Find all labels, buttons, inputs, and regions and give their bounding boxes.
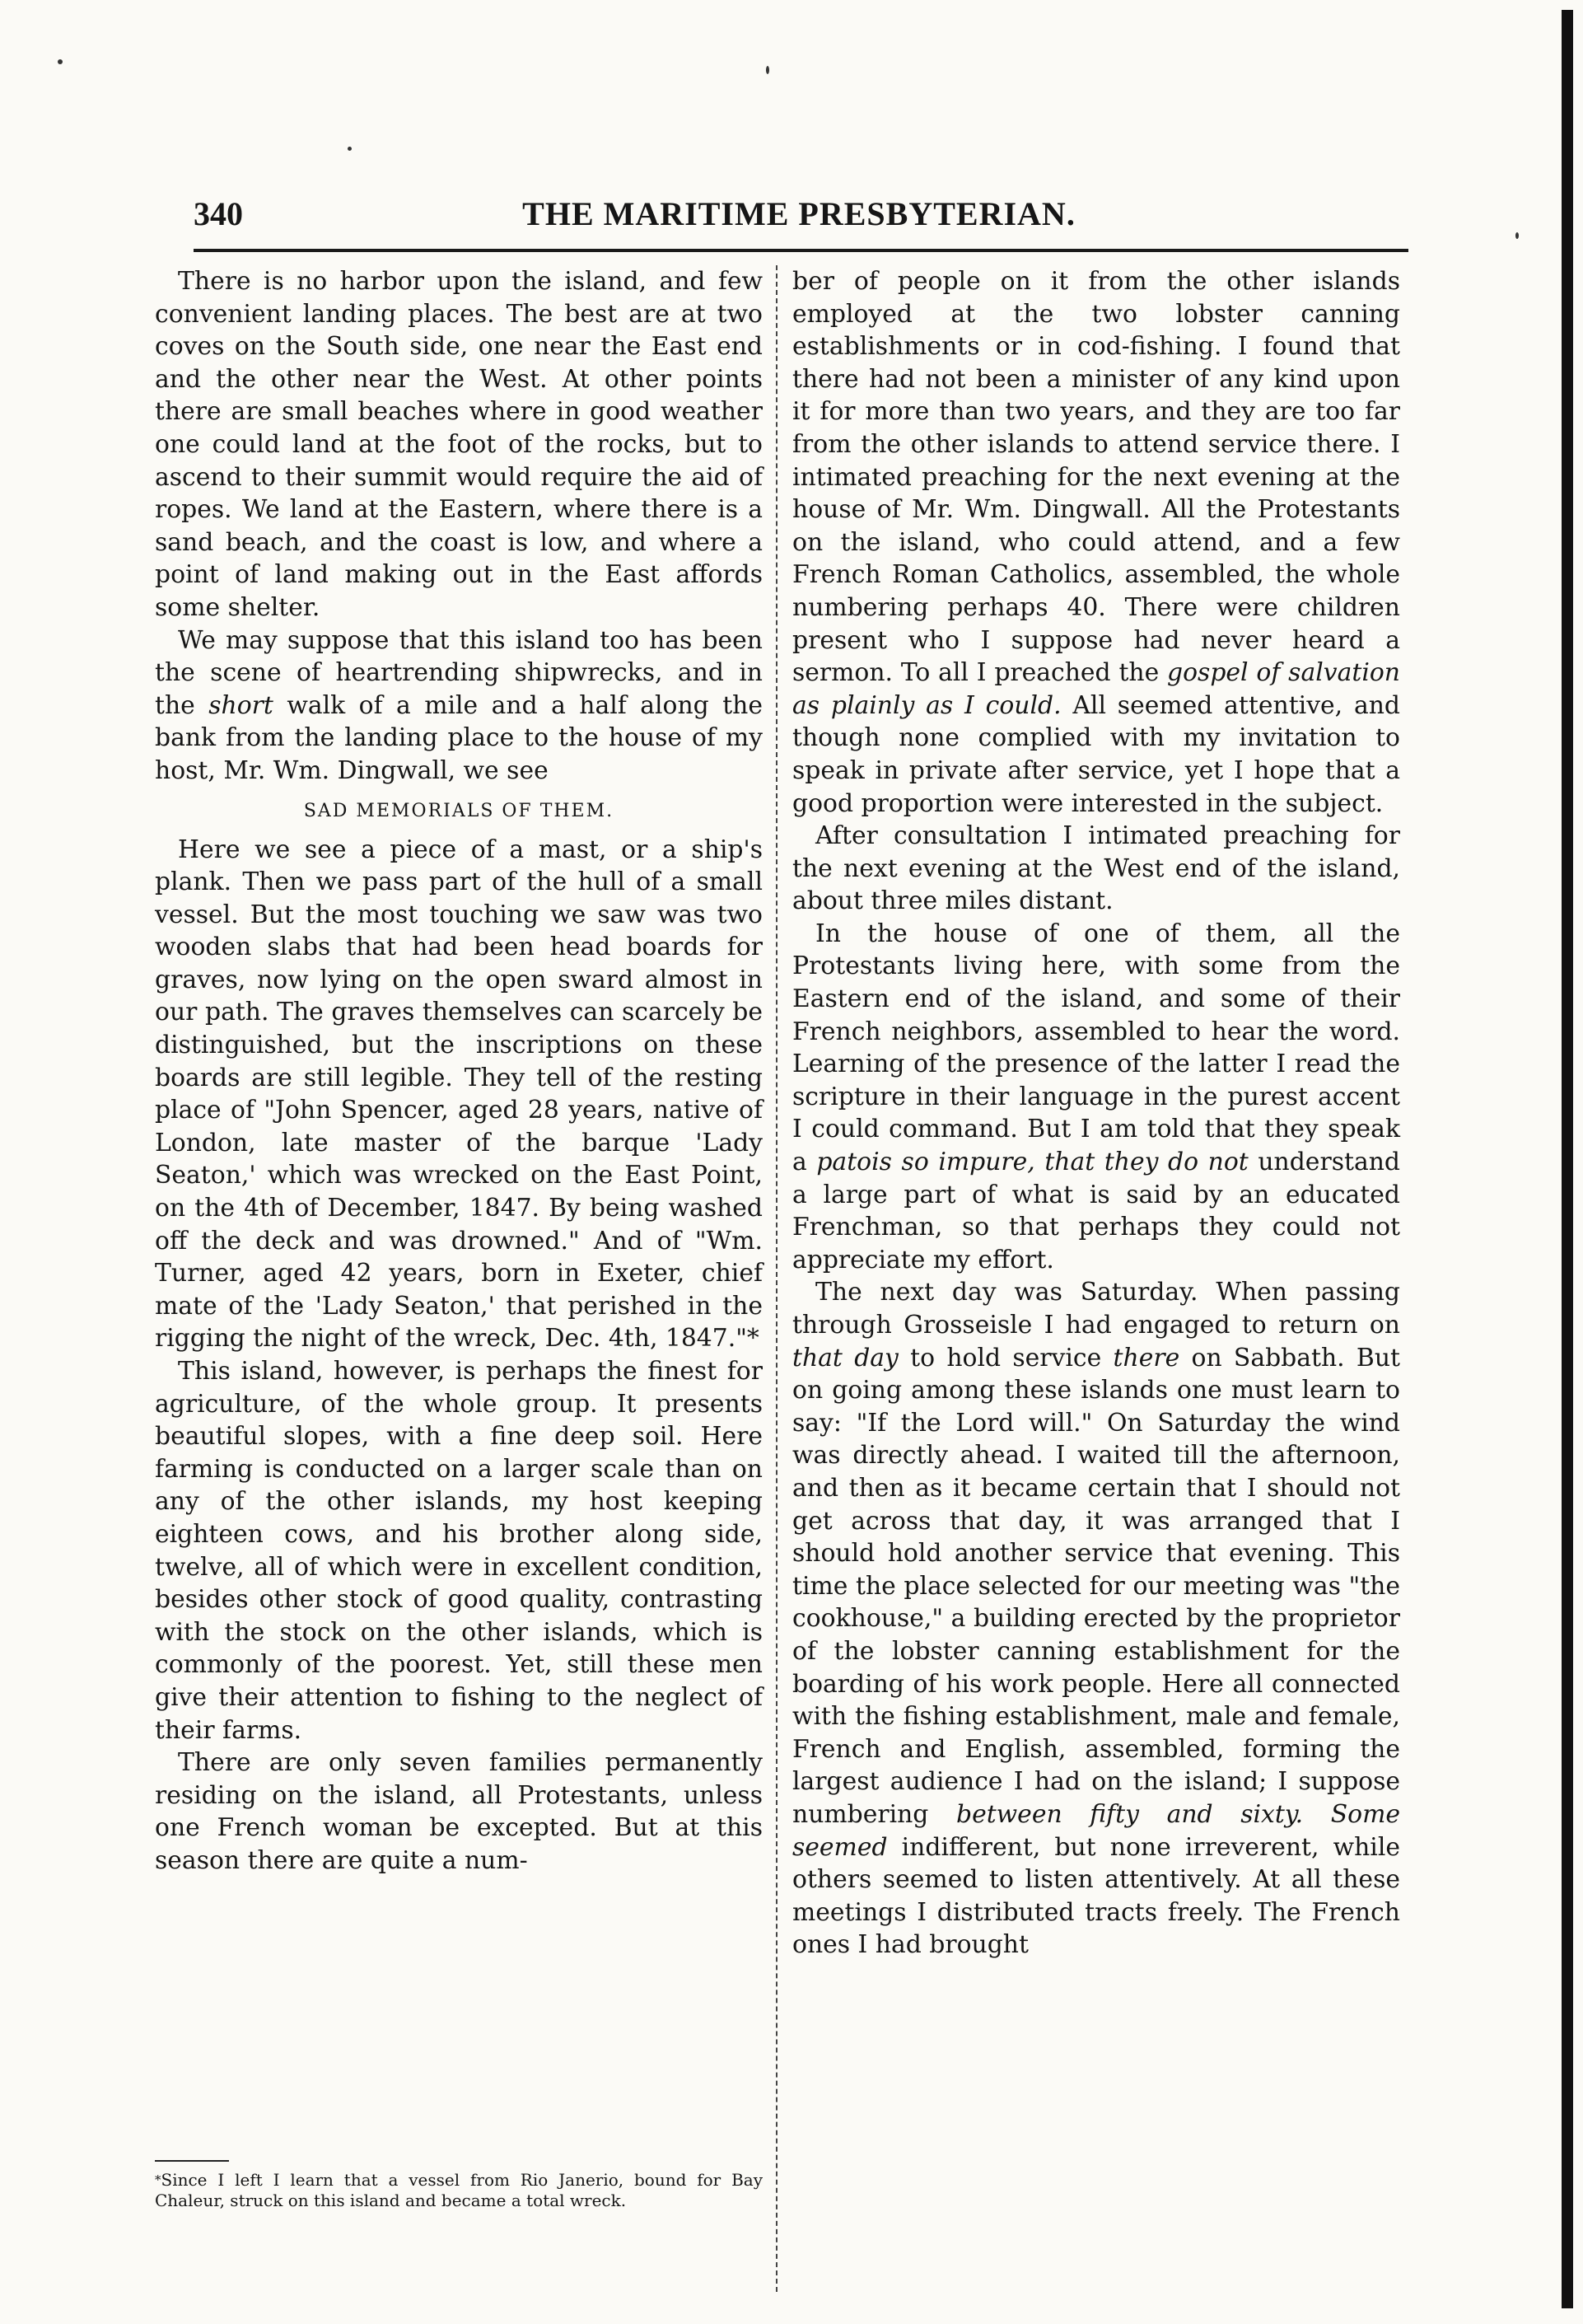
left-column [155,265,763,1877]
page-header [194,188,1404,237]
paragraph: ber of people on it from the other islands employed at the two lobster canning establishments or in cod-fishing. I found that there had not been a minister of any kind upon it for more than two years, and they are too far from the other islands to attend service there. I intimated preaching for the next evening at the house of Mr. Wm. Dingwall. All the Protestants on the island, who could attend, and a few French Roman Catholics, assembled, the whole numbering perhaps 40. There were children present who I suppose had never heard a sermon. To all I preached the gospel of salvation as plainly as I could. All seemed attentive, and though none complied with my invitation to speak in private after service, yet I hope that a good proportion were interested in the subject. [792,267,1400,818]
paragraph: This island, however, is perhaps the finest for agriculture, of the whole group. It presents beautiful slopes, with a fine deep soil. Here farming is conducted on a larger scale than on any of the other islands, my host keeping eighteen cows, and his brother along side, twelve, all of which were in excellent condition, besides other stock of good quality, contrasting with the stock on the other islands, which is commonly of the poorest. Yet, still these men give their attention to fishing to the neglect of their farms. [155,1357,763,1745]
margin-speck [766,66,769,74]
page-number: 340 [194,195,243,232]
margin-speck [348,147,352,151]
header-rule [194,249,1408,252]
margin-speck [58,59,63,64]
paragraph: There is no harbor upon the island, and few convenient landing places. The best are at two coves on the South side, one near the East end and the other near the West. At other points there are small beaches where in good weather one could land at the foot of the rocks, but to ascend to their summit would require the aid of ropes. We land at the Eastern, where there is a sand beach, and the coast is low, and where a point of land making out in the East affords some shelter. [155,267,763,622]
paragraph: There are only seven families permanently residing on the island, all Protestants, unless one French woman be excepted. But at this season there are quite a num- [155,1748,763,1875]
page-edge-bar [1562,10,1573,2308]
footnote-rule [155,2160,229,2162]
paragraph: The next day was Saturday. When passing through Grosseisle I had engaged to return on that day to hold service there on Sabbath. But on going among these islands one must learn to say: "If the Lord will." On Saturday the wind was directly ahead. I waited till the afternoon, and then as it became certain that I should not get across that day, it was arranged that I should hold another service that evening. This time the place selected for our meeting was "the cookhouse," a building erected by the proprietor of the lobster canning establishment for the boarding of his work people. Here all connected with the fishing establishment, male and female, French and English, assembled, forming the largest audience I had on the island; I suppose numbering between fifty and sixty. Some seemed indifferent, but none irreverent, while others seemed to listen attentively. At all these meetings I distributed tracts freely. The French ones I had brought [792,1278,1400,1960]
footnote-marker: * [155,2172,161,2187]
running-title: THE MARITIME PRESBYTERIAN. [522,195,1076,232]
right-column [792,265,1400,1962]
margin-speck [1515,232,1519,239]
paragraph: In the house of one of them, all the Protestants living here, with some from the Eastern end of the island, and some of their French neighbors, assembled to hear the word. Learning of the presence of the latter I read the scripture in their language in the purest accent I could command. But I am told that they speak a patois so impure, that they do not understand a large part of what is said by an educated Frenchman, so that perhaps they could not appreciate my effort. [792,919,1400,1274]
footnote-text: Since I left I learn that a vessel from Rio Janerio, bound for Bay Chaleur, struck on this island and became a total wreck. [155,2170,763,2210]
footnote [155,2170,763,2211]
column-divider [776,265,777,2292]
section-heading: SAD MEMORIALS OF THEM. [303,800,614,821]
paragraph: Here we see a piece of a mast, or a ship's plank. Then we pass part of the hull of a small vessel. But the most touching we saw was two wooden slabs that had been head boards for graves, now lying on the open sward almost in our path. The graves themselves can scarcely be distinguished, but the inscriptions on these boards are still legible. They tell of the resting place of "John Spencer, aged 28 years, native of London, late master of the barque 'Lady Seaton,' which was wrecked on the East Point, on the 4th of December, 1847. By being washed off the deck and was drowned." And of "Wm. Turner, aged 42 years, born in Exeter, chief mate of the 'Lady Seaton,' that perished in the rigging the night of the wreck, Dec. 4th, 1847."* [155,835,763,1354]
paragraph: We may suppose that this island too has been the scene of heartrending shipwrecks, and in the short walk of a mile and a half along the bank from the landing place to the house of my host, Mr. Wm. Dingwall, we see [155,625,763,785]
paragraph: After consultation I intimated preaching for the next evening at the West end of the island, about three miles distant. [792,821,1400,916]
